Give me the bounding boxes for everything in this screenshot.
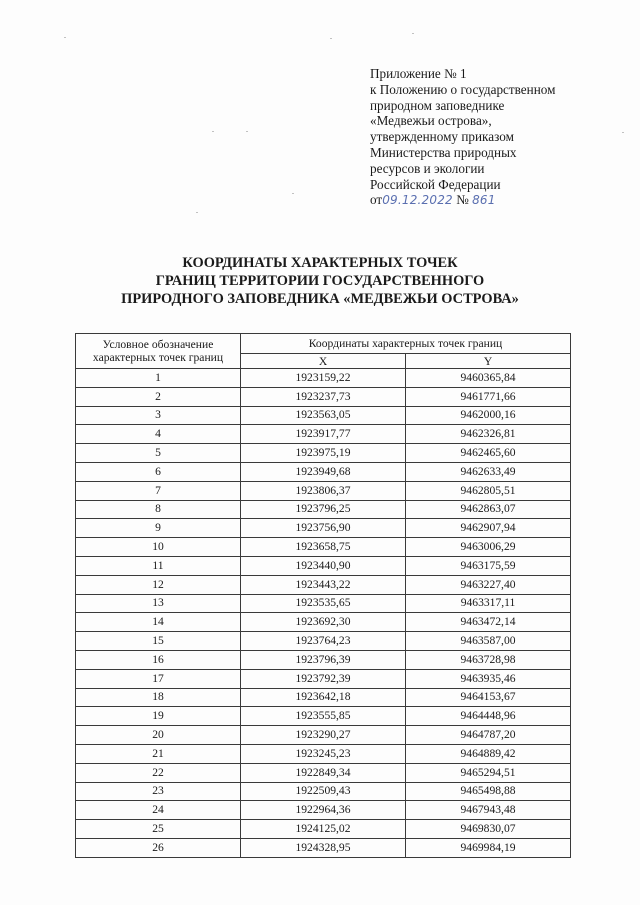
y-coordinate-cell: 9463587,00 <box>406 632 571 651</box>
from-prefix: от <box>370 192 383 208</box>
point-number-cell: 5 <box>76 444 241 463</box>
header-point-designation: Условное обозначение характерных точек границ <box>76 334 241 369</box>
y-coordinate-cell: 9469830,07 <box>406 820 571 839</box>
x-coordinate-cell: 1922849,34 <box>241 763 406 782</box>
order-date-number <box>370 192 610 209</box>
point-number-cell: 11 <box>76 556 241 575</box>
x-coordinate-cell: 1923443,22 <box>241 575 406 594</box>
x-coordinate-cell: 1923563,05 <box>241 406 406 425</box>
table-row <box>76 801 571 820</box>
y-coordinate-cell: 9463227,40 <box>406 575 571 594</box>
scan-speck <box>622 132 624 133</box>
x-coordinate-cell: 1923535,65 <box>241 594 406 613</box>
appendix-line: природном заповеднике <box>370 97 505 113</box>
point-number-cell: 26 <box>76 838 241 857</box>
appendix-line: к Положению о государственном <box>370 81 556 97</box>
x-coordinate-cell: 1923796,25 <box>241 500 406 519</box>
point-number-cell: 3 <box>76 406 241 425</box>
y-coordinate-cell: 9462633,49 <box>406 462 571 481</box>
table-row <box>76 538 571 557</box>
table-row <box>76 444 571 463</box>
y-coordinate-cell: 9465294,51 <box>406 763 571 782</box>
x-coordinate-cell: 1923237,73 <box>241 387 406 406</box>
appendix-line: Министерства природных <box>370 144 517 160</box>
scan-speck <box>330 38 332 39</box>
table-row <box>76 462 571 481</box>
point-number-cell: 10 <box>76 538 241 557</box>
table-row <box>76 613 571 632</box>
x-coordinate-cell: 1923159,22 <box>241 369 406 388</box>
y-coordinate-cell: 9469984,19 <box>406 838 571 857</box>
number-sign: № <box>456 192 469 208</box>
table-row <box>76 594 571 613</box>
y-coordinate-cell: 9462863,07 <box>406 500 571 519</box>
point-number-cell: 2 <box>76 387 241 406</box>
appendix-line: Приложение № 1 <box>370 66 467 81</box>
scan-speck <box>196 212 198 213</box>
scan-speck <box>212 131 214 132</box>
point-number-cell: 1 <box>76 369 241 388</box>
x-coordinate-cell: 1923796,39 <box>241 650 406 669</box>
y-coordinate-cell: 9463935,46 <box>406 669 571 688</box>
x-coordinate-cell: 1923806,37 <box>241 481 406 500</box>
y-coordinate-cell: 9464153,67 <box>406 688 571 707</box>
table-row <box>76 406 571 425</box>
point-number-cell: 13 <box>76 594 241 613</box>
table-row <box>76 726 571 745</box>
table-row <box>76 650 571 669</box>
table-body <box>76 369 571 858</box>
x-coordinate-cell: 1923692,30 <box>241 613 406 632</box>
table-row <box>76 838 571 857</box>
table-row <box>76 632 571 651</box>
y-coordinate-cell: 9462000,16 <box>406 406 571 425</box>
appendix-line: Российской Федерации <box>370 176 501 192</box>
point-number-cell: 16 <box>76 650 241 669</box>
y-coordinate-cell: 9462907,94 <box>406 519 571 538</box>
point-number-cell: 21 <box>76 744 241 763</box>
point-number-cell: 6 <box>76 462 241 481</box>
x-coordinate-cell: 1924328,95 <box>241 838 406 857</box>
appendix-header <box>370 66 610 209</box>
point-number-cell: 12 <box>76 575 241 594</box>
x-coordinate-cell: 1923949,68 <box>241 462 406 481</box>
table-row <box>76 481 571 500</box>
point-number-cell: 9 <box>76 519 241 538</box>
point-number-cell: 15 <box>76 632 241 651</box>
table-row <box>76 425 571 444</box>
table-row <box>76 575 571 594</box>
point-number-cell: 4 <box>76 425 241 444</box>
point-number-cell: 7 <box>76 481 241 500</box>
table-row <box>76 707 571 726</box>
title-line: КООРДИНАТЫ ХАРАКТЕРНЫХ ТОЧЕК <box>182 255 458 271</box>
scan-speck <box>246 131 248 132</box>
coordinates-table <box>75 333 571 858</box>
y-coordinate-cell: 9464889,42 <box>406 744 571 763</box>
scan-speck <box>64 37 66 38</box>
y-coordinate-cell: 9462465,60 <box>406 444 571 463</box>
scan-speck <box>292 193 294 194</box>
y-coordinate-cell: 9463472,14 <box>406 613 571 632</box>
x-coordinate-cell: 1922509,43 <box>241 782 406 801</box>
y-coordinate-cell: 9465498,88 <box>406 782 571 801</box>
x-coordinate-cell: 1923290,27 <box>241 726 406 745</box>
y-coordinate-cell: 9460365,84 <box>406 369 571 388</box>
point-number-cell: 17 <box>76 669 241 688</box>
y-coordinate-cell: 9461771,66 <box>406 387 571 406</box>
header-x: X <box>241 354 406 369</box>
table-row <box>76 556 571 575</box>
y-coordinate-cell: 9467943,48 <box>406 801 571 820</box>
x-coordinate-cell: 1923642,18 <box>241 688 406 707</box>
x-coordinate-cell: 1923555,85 <box>241 707 406 726</box>
point-number-cell: 14 <box>76 613 241 632</box>
appendix-line: ресурсов и экологии <box>370 160 485 176</box>
y-coordinate-cell: 9463728,98 <box>406 650 571 669</box>
table-row <box>76 688 571 707</box>
title-line: ГРАНИЦ ТЕРРИТОРИИ ГОСУДАРСТВЕННОГО <box>155 273 485 289</box>
x-coordinate-cell: 1923975,19 <box>241 444 406 463</box>
x-coordinate-cell: 1923245,23 <box>241 744 406 763</box>
table-row <box>76 782 571 801</box>
header-coordinates: Координаты характерных точек границ <box>241 334 571 354</box>
point-number-cell: 19 <box>76 707 241 726</box>
x-coordinate-cell: 1923440,90 <box>241 556 406 575</box>
table-row <box>76 744 571 763</box>
header-y: Y <box>406 354 571 369</box>
y-coordinate-cell: 9464448,96 <box>406 707 571 726</box>
y-coordinate-cell: 9464787,20 <box>406 726 571 745</box>
appendix-line: «Медвежьи острова», <box>370 113 492 129</box>
appendix-line: утвержденному приказом <box>370 129 514 145</box>
title-line: ПРИРОДНОГО ЗАПОВЕДНИКА «МЕДВЕЖЬИ ОСТРОВА» <box>121 291 519 307</box>
table-row <box>76 500 571 519</box>
point-number-cell: 24 <box>76 801 241 820</box>
x-coordinate-cell: 1923917,77 <box>241 425 406 444</box>
scan-speck <box>412 33 414 34</box>
table-row <box>76 669 571 688</box>
table-row <box>76 763 571 782</box>
document-title <box>60 254 580 308</box>
y-coordinate-cell: 9462326,81 <box>406 425 571 444</box>
y-coordinate-cell: 9463317,11 <box>406 594 571 613</box>
point-number-cell: 18 <box>76 688 241 707</box>
point-number-cell: 20 <box>76 726 241 745</box>
y-coordinate-cell: 9463006,29 <box>406 538 571 557</box>
handwritten-date: 09.12.2022 <box>382 193 453 208</box>
table-row <box>76 387 571 406</box>
point-number-cell: 22 <box>76 763 241 782</box>
y-coordinate-cell: 9463175,59 <box>406 556 571 575</box>
x-coordinate-cell: 1923792,39 <box>241 669 406 688</box>
x-coordinate-cell: 1924125,02 <box>241 820 406 839</box>
table-row <box>76 820 571 839</box>
y-coordinate-cell: 9462805,51 <box>406 481 571 500</box>
x-coordinate-cell: 1922964,36 <box>241 801 406 820</box>
x-coordinate-cell: 1923756,90 <box>241 519 406 538</box>
table-row <box>76 519 571 538</box>
table-row <box>76 369 571 388</box>
point-number-cell: 23 <box>76 782 241 801</box>
x-coordinate-cell: 1923764,23 <box>241 632 406 651</box>
handwritten-order-number: 861 <box>472 193 496 208</box>
x-coordinate-cell: 1923658,75 <box>241 538 406 557</box>
point-number-cell: 8 <box>76 500 241 519</box>
point-number-cell: 25 <box>76 820 241 839</box>
